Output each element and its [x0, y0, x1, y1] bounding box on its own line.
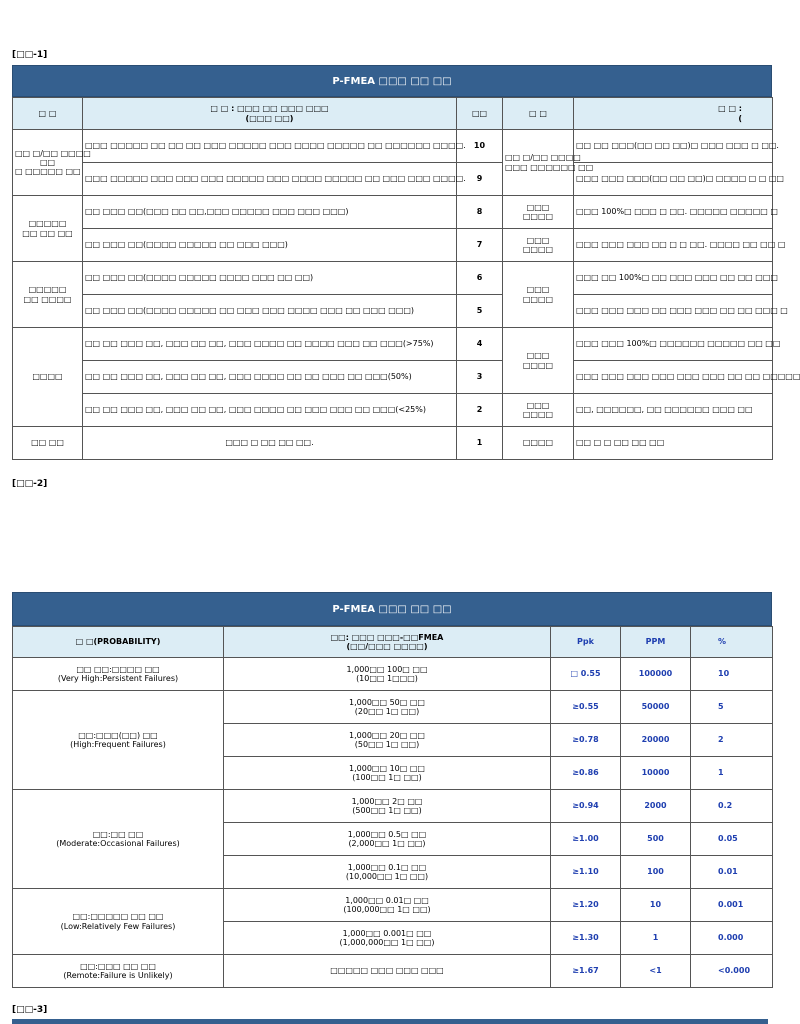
t2-header-ppk: Ppk [551, 627, 621, 658]
t1-row-desc: □□ □□□ □□(□□□□ □□□□□ □□ □□□ □□□ □□□□ □□□ □□ □□□ □□□) [83, 295, 457, 328]
section-label-2: [□□-2] [12, 479, 48, 489]
t1-row-desc: □□ □□ □□□ □□, □□□ □□ □□, □□□ □□□□ □□ □□□□ □□□ □□ □□□(>75%) [83, 328, 457, 361]
t2-row-ppm: 2000 [621, 790, 691, 823]
t2-row-rate: 1,000□□ 20□ □□ (50□□ 1□ □□) [224, 724, 551, 757]
table2-container [0, 592, 768, 992]
t1-group-4: □□□□ [13, 328, 83, 427]
t2-row-ppk: ≥0.94 [551, 790, 621, 823]
t2-group-5: □□:□□□ □□ □□ (Remote:Failure is Unlikely) [13, 955, 224, 988]
t2-row-pct: 0.01 [691, 856, 773, 889]
t2-row-ppk: ≥1.30 [551, 922, 621, 955]
t2-row-pct: 5 [691, 691, 773, 724]
t2-row-rate: 1,000□□ 0.1□ □□ (10,000□□ 1□ □□) [224, 856, 551, 889]
t2-row-ppm: 10 [621, 889, 691, 922]
t1-group-2: □□□□□ □□ □□ □□ [13, 196, 83, 262]
t1-col4-cell: □□□ □□□□ [503, 328, 574, 394]
t2-row-ppm: 100 [621, 856, 691, 889]
t1-row-detail: □□□ 100%□ □□□ □ □□. □□□□□ □□□□□ □ [574, 196, 773, 229]
t2-row-ppk: ≥0.55 [551, 691, 621, 724]
t1-row-desc: □□□ □□□□□ □□□ □□□ □□□ □□□□□ □□□ □□□□ □□□□□ □□ □□□ □□□ □□□□. [83, 163, 457, 196]
table1 [12, 97, 800, 460]
t2-row-pct: 1 [691, 757, 773, 790]
t1-row-detail: □□, □□□□□□, □□ □□□□□□ □□□ □□ [574, 394, 773, 427]
t1-row-desc: □□ □□ □□□ □□, □□□ □□ □□, □□□ □□□□ □□ □□□ □□□ □□ □□□(<25%) [83, 394, 457, 427]
t1-group-1: □□ □/□□ □□□□ □□ □ □□□□□ □□ [13, 130, 83, 196]
t2-row-ppm: 1 [621, 922, 691, 955]
t2-row-pct: 0.2 [691, 790, 773, 823]
t1-row-desc: □□□ □ □□ □□ □□. [83, 427, 457, 460]
t2-row-ppk: ≥0.78 [551, 724, 621, 757]
t1-row-desc: □□ □□□ □□(□□□□ □□□□□ □□ □□□ □□□) [83, 229, 457, 262]
t2-row-pct: 0.000 [691, 922, 773, 955]
t1-header-col4: □ □ [503, 98, 574, 130]
t2-row-rate: 1,000□□ 2□ □□ (500□□ 1□ □□) [224, 790, 551, 823]
t2-row-rate: 1,000□□ 10□ □□ (100□□ 1□ □□) [224, 757, 551, 790]
t2-row-ppm: 20000 [621, 724, 691, 757]
t1-row-score: 9 [457, 163, 503, 196]
t1-row-detail: □□□ □□□ □□□ □□ □□□ □□□ □□ □□ □□□ □ [574, 295, 773, 328]
t1-row-score: 2 [457, 394, 503, 427]
t1-col4-cell: □□□□ [503, 427, 574, 460]
t1-row-score: 10 [457, 130, 503, 163]
t1-col4-cell: □□ □/□□ □□□□ □□□ □□□□□□ □□ [503, 130, 574, 196]
t2-row-pct: <0.000 [691, 955, 773, 988]
t1-row-score: 6 [457, 262, 503, 295]
t1-header-col1: □ □ [13, 98, 83, 130]
t2-row-rate: □□□□□ □□□ □□□ □□□ [224, 955, 551, 988]
t2-group-1: □□ □□:□□□□ □□ (Very High:Persistent Failures) [13, 658, 224, 691]
t2-row-ppm: <1 [621, 955, 691, 988]
t1-row-desc: □□ □□□ □□(□□□ □□ □□,□□□ □□□□□ □□□ □□□ □□□) [83, 196, 457, 229]
t1-header-col5: □ □ : ( [574, 98, 773, 130]
t2-row-pct: 0.001 [691, 889, 773, 922]
table3-title-bar [12, 1019, 768, 1024]
t2-row-ppk: ≥1.67 [551, 955, 621, 988]
t2-row-rate: 1,000□□ 50□ □□ (20□□ 1□ □□) [224, 691, 551, 724]
t1-group-5: □□ □□ [13, 427, 83, 460]
t1-header-col3: □□ [457, 98, 503, 130]
t2-row-rate: 1,000□□ 100□ □□ (10□□ 1□□□) [224, 658, 551, 691]
t1-row-score: 7 [457, 229, 503, 262]
t1-row-score: 4 [457, 328, 503, 361]
t1-col4-cell: □□□ □□□□ [503, 229, 574, 262]
t2-row-ppk: ≥1.10 [551, 856, 621, 889]
t2-row-pct: 0.05 [691, 823, 773, 856]
t1-row-desc: □□□ □□□□□ □□ □□ □□ □□□ □□□□□ □□□ □□□□ □□□□□ □□ □□□□□□ □□□□. [83, 130, 457, 163]
t1-row-score: 5 [457, 295, 503, 328]
table1-container [0, 65, 800, 465]
table2-title: P-FMEA □□□ □□ □□ [12, 592, 772, 626]
t2-header-ppm: PPM [621, 627, 691, 658]
t2-row-rate: 1,000□□ 0.5□ □□ (2,000□□ 1□ □□) [224, 823, 551, 856]
t2-group-2: □□:□□□(□□) □□ (High:Frequent Failures) [13, 691, 224, 790]
t1-row-detail: □□□ □□□ □□□ □□□ □□□ □□□ □□ □□ □□□□□ [574, 361, 773, 394]
t1-group-3: □□□□□ □□ □□□□ [13, 262, 83, 328]
t2-row-rate: 1,000□□ 0.001□ □□ (1,000,000□□ 1□ □□) [224, 922, 551, 955]
t1-col4-cell: □□□ □□□□ [503, 196, 574, 229]
t1-row-detail: □□ □□ □□□(□□ □□ □□)□ □□□ □□□ □ □□. [574, 130, 773, 163]
t2-row-pct: 2 [691, 724, 773, 757]
t1-row-detail: □□□ □□□ □□□(□□ □□ □□)□ □□□□ □ □ □□ [574, 163, 773, 196]
t2-header-col2: □□: □□□ □□□-□□FMEA (□□/□□□ □□□□) [224, 627, 551, 658]
t2-row-ppm: 10000 [621, 757, 691, 790]
t1-row-detail: □□□ □□□ □□□ □□ □ □ □□. □□□□ □□ □□ □ [574, 229, 773, 262]
t1-row-desc: □□ □□ □□□ □□, □□□ □□ □□, □□□ □□□□ □□ □□ □□□ □□ □□□(50%) [83, 361, 457, 394]
t2-group-3: □□:□□ □□ (Moderate:Occasional Failures) [13, 790, 224, 889]
t2-row-ppm: 100000 [621, 658, 691, 691]
t1-row-score: 8 [457, 196, 503, 229]
t1-col4-cell: □□□ □□□□ [503, 394, 574, 427]
t1-row-detail: □□□ □□ 100%□ □□ □□□ □□□ □□ □□ □□□ [574, 262, 773, 295]
t2-row-ppk: ≥0.86 [551, 757, 621, 790]
t1-header-col2: □ □ : □□□ □□ □□□ □□□ (□□□ □□) [83, 98, 457, 130]
table1-title: P-FMEA □□□ □□ □□ [12, 65, 772, 97]
t1-row-score: 3 [457, 361, 503, 394]
t2-row-ppk: □ 0.55 [551, 658, 621, 691]
t2-row-ppm: 50000 [621, 691, 691, 724]
t2-row-ppk: ≥1.00 [551, 823, 621, 856]
t1-row-detail: □□□ □□□ 100%□ □□□□□□ □□□□□ □□ □□ [574, 328, 773, 361]
t1-col4-cell: □□□ □□□□ [503, 262, 574, 328]
t1-row-detail: □□ □ □ □□ □□ □□ [574, 427, 773, 460]
t1-row-score: 1 [457, 427, 503, 460]
t2-row-ppk: ≥1.20 [551, 889, 621, 922]
t2-row-ppm: 500 [621, 823, 691, 856]
section-label-1: [□□-1] [12, 50, 48, 60]
section-label-3: [□□-3] [12, 1005, 48, 1015]
t1-row-desc: □□ □□□ □□(□□□□ □□□□□ □□□□ □□□ □□ □□) [83, 262, 457, 295]
t2-group-4: □□:□□□□□ □□ □□ (Low:Relatively Few Failures) [13, 889, 224, 955]
t2-row-pct: 10 [691, 658, 773, 691]
t2-header-col1: □ □(PROBABILITY) [13, 627, 224, 658]
t2-row-rate: 1,000□□ 0.01□ □□ (100,000□□ 1□ □□) [224, 889, 551, 922]
table2 [12, 626, 773, 988]
t2-header-pct: % [691, 627, 773, 658]
